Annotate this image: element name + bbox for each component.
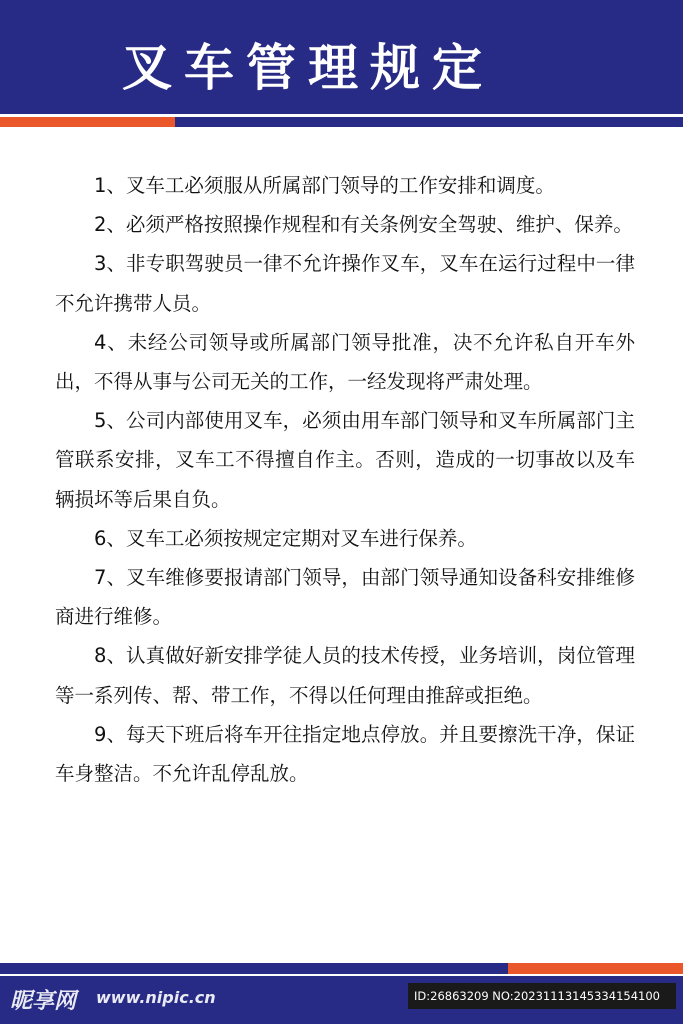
rules-list	[55, 166, 635, 793]
title-banner	[0, 0, 683, 114]
rule-item: 8、认真做好新安排学徒人员的技术传授，业务培训，岗位管理等一系列传、帮、带工作，不得以任何理由推辞或拒绝。	[55, 644, 635, 707]
rule-item: 4、未经公司领导或所属部门领导批准，决不允许私自开车外出，不得从事与公司无关的工作，一经发现将严肃处理。	[55, 330, 635, 394]
image-id-label: ID:26863209 NO:20231113145334154100	[408, 983, 676, 1009]
rule-item: 7、叉车维修要报请部门领导，由部门领导通知设备科安排维修商进行维修。	[55, 566, 635, 629]
rule-item: 5、公司内部使用叉车，必须由用车部门领导和叉车所属部门主管联系安排，叉车工不得擅自作主。否则，造成的一切事故以及车辆损坏等后果自负。	[55, 409, 635, 511]
page-title: 叉车管理规定	[122, 39, 494, 97]
rule-item: 3、非专职驾驶员一律不允许操作叉车，叉车在运行过程中一律不允许携带人员。	[55, 252, 635, 315]
rule-item: 2、必须严格按照操作规程和有关条例安全驾驶、维护、保养。	[94, 213, 633, 237]
footer-divider-stripe	[0, 963, 508, 974]
watermark-url: www.nipic.cn	[96, 988, 216, 1007]
watermark-logo: 昵享网	[10, 989, 77, 1014]
rule-item: 6、叉车工必须按规定定期对叉车进行保养。	[94, 526, 477, 550]
header-divider-stripe	[175, 117, 683, 127]
rule-item: 9、每天下班后将车开往指定地点停放。并且要擦洗干净，保证车身整洁。不允许乱停乱放。	[55, 722, 635, 786]
footer-accent-stripe	[508, 963, 683, 974]
rule-item: 1、叉车工必须服从所属部门领导的工作安排和调度。	[94, 174, 555, 197]
header-accent-stripe	[0, 117, 175, 127]
